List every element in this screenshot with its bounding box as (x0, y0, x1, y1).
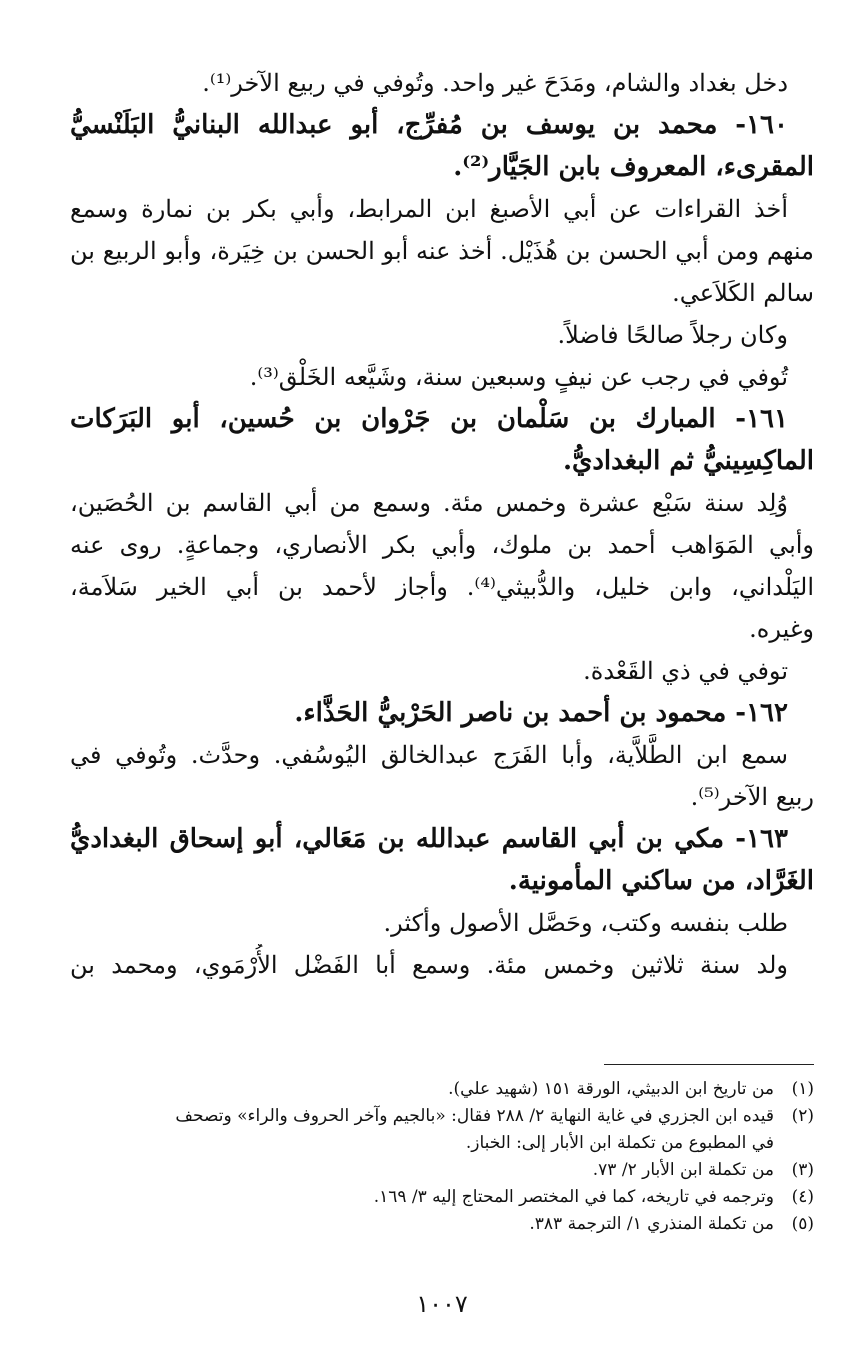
footnotes (70, 1076, 814, 1238)
text-line-14: وغيره. (749, 615, 814, 643)
book-page (70, 62, 814, 1342)
text-line-21: طلب بنفسه وكتب، وحَصَّل الأصول وأكثر. (383, 909, 788, 937)
text-line-13: اليَلْداني، وابن خليل، والدُّبيثي⁽⁴⁾. وأجاز لأحمد بن أبي الخير سَلاَمة، (70, 573, 814, 601)
text-line-15: توفي في ذي القَعْدة. (583, 657, 788, 685)
page-number: ١٠٠٧ (416, 1290, 468, 1318)
footnote-text: وترجمه في تاريخه، كما في المختصر المحتاج إليه ٣/ ١٦٩. (373, 1187, 774, 1207)
entry-heading-163-continued: الغَرَّاد، من ساكني المأمونية. (508, 866, 814, 896)
text-line-7: وكان رجلاً صالحًا فاضلاً. (557, 321, 788, 349)
entry-heading-161: ١٦١- المبارك بن سَلْمان بن جَرْوان بن حُسين، أبو البَرَكات (70, 404, 788, 434)
text-line-4: أخذ القراءات عن أبي الأصبغ ابن المرابط، وأبي بكر بن نمارة وسمع (70, 195, 788, 223)
entry-heading-161-continued: الماكِسِينيُّ ثم البغداديُّ. (562, 446, 814, 476)
footnote-1 (70, 1076, 814, 1103)
footnote-text: من تكملة المنذري ١/ الترجمة ٣٨٣. (529, 1214, 774, 1234)
footnote-number: (٣) (791, 1160, 814, 1180)
footnote-text: من تاريخ ابن الدبيثي، الورقة ١٥١ (شهيد علي). (448, 1079, 774, 1099)
footnote-number: (٤) (791, 1187, 814, 1207)
footnote-number: (٥) (791, 1214, 814, 1234)
footnote-number: (٢) (791, 1106, 814, 1126)
entry-heading-160: ١٦٠- محمد بن يوسف بن مُفرِّج، أبو عبدالله البنانيُّ البَلَنْسيُّ (70, 110, 788, 140)
text-line-1: دخل بغداد والشام، ومَدَحَ غير واحد. وتُوفي في ربيع الآخر⁽¹⁾. (202, 69, 788, 97)
text-line-11: وُلِد سنة سَبْع عشرة وخمس مئة. وسمع من أبي القاسم بن الحُصَين، (70, 489, 788, 517)
text-line-18: ربيع الآخر⁽⁵⁾. (690, 783, 814, 811)
footnote-text: من تكملة ابن الأبار ٢/ ٧٣. (592, 1160, 774, 1180)
footnote-number: (١) (791, 1079, 814, 1099)
footnote-text: قيده ابن الجزري في غاية النهاية ٢/ ٢٨٨ فقال: «بالجيم وآخر الحروف والراء» وتصحف (175, 1106, 774, 1126)
text-line-12: وأبي المَوَاهب أحمد بن ملوك، وأبي بكر الأنصاري، وجماعةٍ. روى عنه (70, 531, 814, 559)
footnote-2-continued: في المطبوع من تكملة ابن الأبار إلى: الخباز. (465, 1133, 774, 1153)
text-line-17: سمع ابن الطَّلاَّية، وأبا الفَرَج عبدالخالق اليُوسُفي. وحدَّث. وتُوفي في (70, 741, 788, 769)
text-line-5: منهم ومن أبي الحسن بن هُذَيْل. أخذ عنه أبو الحسن بن خِيَرة، وأبو الربيع بن (70, 237, 814, 265)
footnote-2 (70, 1103, 814, 1130)
entry-heading-160-continued: المقرىء، المعروف بابن الجَيَّار⁽²⁾. (453, 152, 814, 182)
text-line-22: ولد سنة ثلاثين وخمس مئة. وسمع أبا الفَضْل الأُرْمَوي، ومحمد بن (70, 951, 788, 979)
entry-heading-162: ١٦٢- محمود بن أحمد بن ناصر الحَرْبيُّ الحَذَّاء. (294, 698, 788, 728)
footnote-3 (70, 1157, 814, 1184)
text-line-6: سالم الكَلاَعي. (672, 279, 814, 307)
main-text (70, 62, 814, 986)
footnote-separator (604, 1064, 814, 1065)
footnote-4 (70, 1184, 814, 1211)
text-line-8: تُوفي في رجب عن نيفٍ وسبعين سنة، وشَيَّعه الخَلْق⁽³⁾. (249, 363, 788, 391)
entry-heading-163: ١٦٣- مكي بن أبي القاسم عبدالله بن مَعَالي، أبو إسحاق البغداديُّ (70, 824, 788, 854)
footnote-5 (70, 1211, 814, 1238)
